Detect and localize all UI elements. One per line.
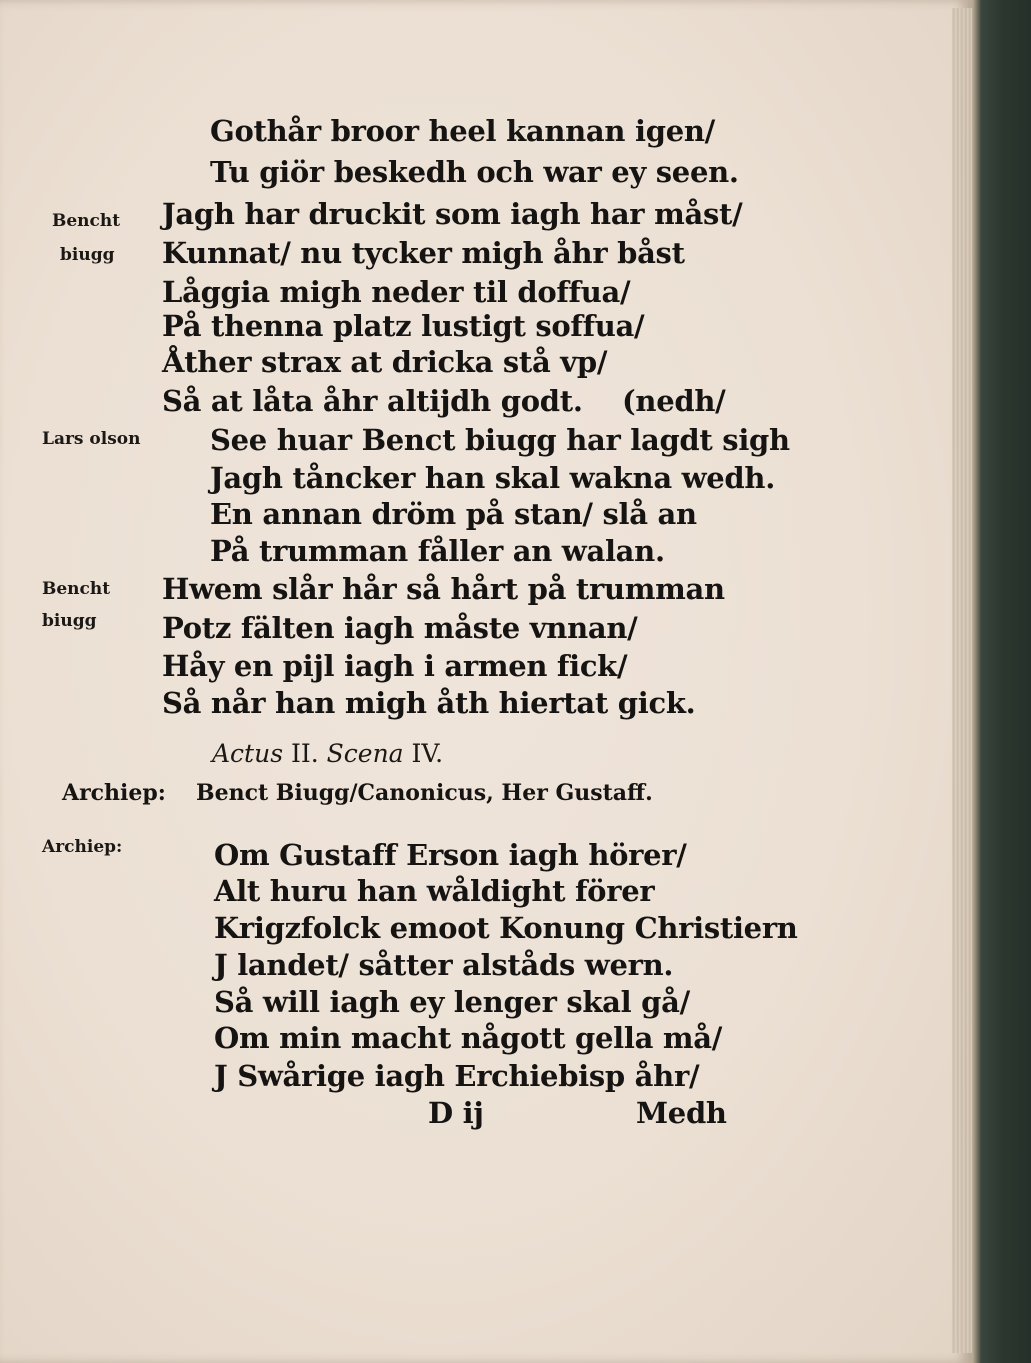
verse-line: Åther strax at dricka stå vp/ xyxy=(162,345,608,379)
verse-line: J landet/ såtter alståds wern. xyxy=(214,948,674,982)
act-scene-heading xyxy=(212,738,443,770)
verse-line: Alt huru han wåldight förer xyxy=(214,874,655,908)
verse-line: På thenna platz lustigt soffua/ xyxy=(162,309,645,343)
actus-word: Actus xyxy=(212,739,284,768)
cast-list: Benct Biugg/Canonicus, Her Gustaff. xyxy=(196,780,653,806)
verse-line: Kunnat/ nu tycker migh åhr båst xyxy=(162,236,685,270)
verse-line: Tu giör beskedh och war ey seen. xyxy=(210,155,739,189)
speaker-biugg-2: biugg xyxy=(42,611,97,631)
speaker-biugg: biugg xyxy=(60,245,115,265)
turnover-nedh: (nedh/ xyxy=(622,384,726,418)
verse-line: Gothår broor heel kannan igen/ xyxy=(210,114,715,148)
verse-line: Låggia migh neder til doffua/ xyxy=(162,275,631,309)
speaker-lars-olson: Lars olson xyxy=(42,429,141,449)
signature-mark: D ij xyxy=(428,1096,484,1130)
verse-line: Jagh har druckit som iagh har måst/ xyxy=(162,197,743,231)
verse-line: See huar Benct biugg har lagdt sigh xyxy=(210,423,790,457)
verse-line: Hwem slår hår så hårt på trumman xyxy=(162,572,725,606)
verse-line: Så at låta åhr altijdh godt. xyxy=(162,384,583,418)
verse-line: Krigzfolck emoot Konung Christiern xyxy=(214,911,798,945)
speaker-bencht-2: Bencht xyxy=(42,579,111,599)
verse-line: Om min macht någott gella må/ xyxy=(214,1021,723,1055)
catchword: Medh xyxy=(636,1096,727,1130)
page-stack-edge xyxy=(952,8,972,1353)
verse-line: J Swårige iagh Erchiebisp åhr/ xyxy=(214,1059,700,1093)
verse-line: Om Gustaff Erson iagh hörer/ xyxy=(214,838,687,872)
cast-label: Archiep: xyxy=(62,780,166,806)
verse-line: Så will iagh ey lenger skal gå/ xyxy=(214,985,690,1019)
speaker-archiep: Archiep: xyxy=(42,837,123,857)
verse-line: Så når han migh åth hiertat gick. xyxy=(162,686,696,720)
verse-line: Jagh tåncker han skal wakna wedh. xyxy=(210,461,775,495)
verse-line: På trumman fåller an walan. xyxy=(210,534,665,568)
verse-line: Håy en pijl iagh i armen fick/ xyxy=(162,649,628,683)
speaker-bencht: Bencht xyxy=(52,211,121,231)
act-number: II. xyxy=(291,739,319,768)
scena-word: Scena xyxy=(326,739,404,768)
scene-number: IV. xyxy=(411,739,444,768)
verse-line: Potz fälten iagh måste vnnan/ xyxy=(162,611,638,645)
verse-line: En annan dröm på stan/ slå an xyxy=(210,497,697,531)
